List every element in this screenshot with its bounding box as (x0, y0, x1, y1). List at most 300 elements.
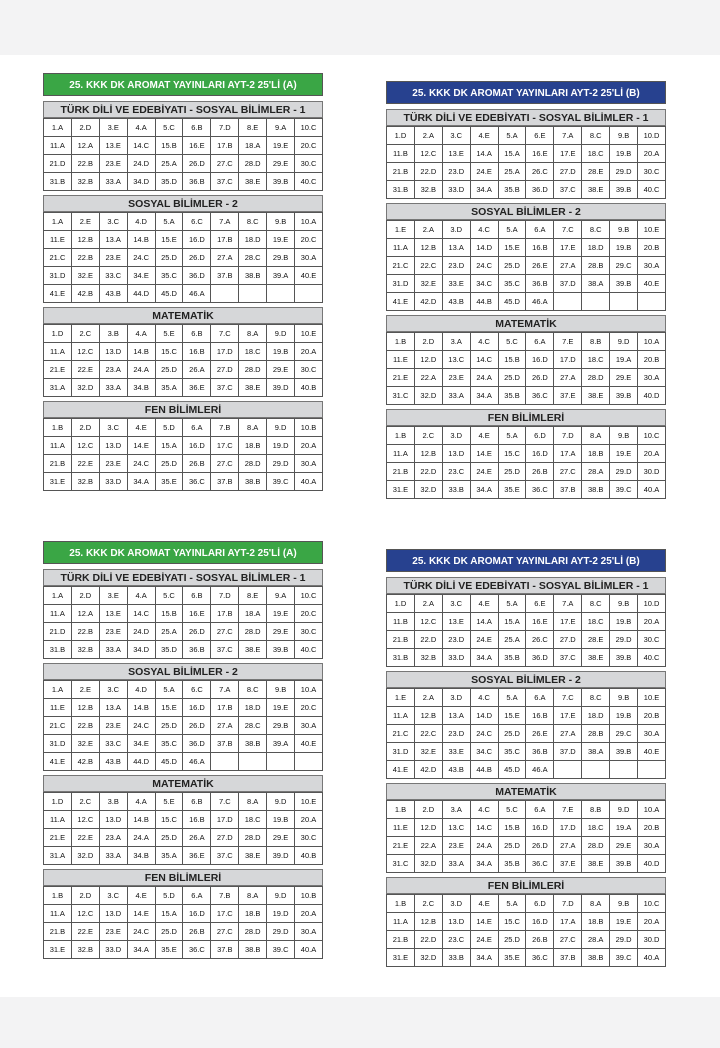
subject-title: TÜRK DİLİ VE EDEBİYATI - SOSYAL BİLİMLER - 1 (43, 569, 323, 586)
answer-cell: 16.E (183, 605, 211, 623)
answer-cell: 20.C (295, 137, 323, 155)
answer-cell: 39.B (610, 275, 638, 293)
subject-section (386, 783, 666, 873)
answer-cell: 26.B (183, 455, 211, 473)
answer-cell: 16.D (183, 699, 211, 717)
answer-cell: 28.D (239, 455, 267, 473)
answer-row (387, 689, 666, 707)
answer-cell: 33.E (442, 743, 470, 761)
answer-cell: 20.A (295, 905, 323, 923)
answer-cell: 20.C (295, 605, 323, 623)
answer-cell: 32.D (414, 481, 442, 499)
answer-cell (554, 761, 582, 779)
answer-cell: 36.D (183, 267, 211, 285)
answer-cell: 25.D (155, 249, 183, 267)
answer-row (44, 681, 323, 699)
answer-row (44, 847, 323, 865)
answer-cell: 2.C (71, 325, 99, 343)
answer-cell: 15.E (155, 231, 183, 249)
answer-cell: 21.E (44, 361, 72, 379)
answer-cell: 38.B (239, 735, 267, 753)
answer-cell: 1.E (387, 221, 415, 239)
answer-cell: 7.C (211, 325, 239, 343)
answer-cell: 38.A (582, 743, 610, 761)
answer-row (387, 463, 666, 481)
answer-cell: 8.A (239, 325, 267, 343)
answer-cell: 2.D (414, 333, 442, 351)
answer-cell: 16.B (526, 707, 554, 725)
answer-cell: 7.D (554, 895, 582, 913)
answer-cell: 12.B (414, 239, 442, 257)
answer-cell: 3.D (442, 427, 470, 445)
answer-cell: 20.A (638, 613, 666, 631)
answer-cell (295, 753, 323, 771)
answer-cell: 1.D (387, 127, 415, 145)
answer-cell: 41.E (44, 285, 72, 303)
answer-cell: 12.B (414, 445, 442, 463)
answer-cell: 15.B (155, 605, 183, 623)
answer-cell: 6.A (526, 689, 554, 707)
answer-cell: 14.E (470, 913, 498, 931)
answer-cell: 37.D (554, 743, 582, 761)
answer-cell: 18.C (582, 145, 610, 163)
answer-cell: 5.C (498, 333, 526, 351)
answer-cell: 15.B (498, 351, 526, 369)
answer-cell: 5.A (155, 213, 183, 231)
answer-cell: 15.B (498, 819, 526, 837)
answer-row (387, 481, 666, 499)
answer-row (387, 931, 666, 949)
answer-cell: 4.E (470, 595, 498, 613)
answer-cell: 26.D (526, 369, 554, 387)
answer-cell: 40.E (295, 267, 323, 285)
answer-cell: 10.C (638, 895, 666, 913)
answer-cell: 39.B (610, 743, 638, 761)
answer-cell (610, 761, 638, 779)
answer-cell: 36.C (183, 941, 211, 959)
answer-cell: 19.D (267, 905, 295, 923)
answer-cell: 14.A (470, 145, 498, 163)
subject-section (43, 307, 323, 397)
answer-cell: 13.A (442, 239, 470, 257)
answer-cell (554, 293, 582, 311)
answer-cell: 11.A (387, 707, 415, 725)
answer-cell: 4.E (127, 887, 155, 905)
answer-cell: 43.B (442, 293, 470, 311)
answer-row (387, 707, 666, 725)
subject-section (43, 101, 323, 191)
answer-cell: 35.A (155, 847, 183, 865)
answer-cell (295, 285, 323, 303)
answer-cell: 13.C (442, 351, 470, 369)
answer-cell: 1.B (44, 419, 72, 437)
answer-row (387, 595, 666, 613)
subject-title: MATEMATİK (43, 307, 323, 324)
answer-cell: 7.E (554, 801, 582, 819)
answer-row (44, 473, 323, 491)
answer-cell: 21.D (44, 155, 72, 173)
answer-cell: 25.D (155, 361, 183, 379)
answer-cell: 2.A (414, 221, 442, 239)
answer-cell: 28.D (239, 923, 267, 941)
answer-cell: 28.B (582, 257, 610, 275)
answer-cell: 17.D (211, 343, 239, 361)
answer-cell: 26.A (183, 829, 211, 847)
answer-cell: 15.E (498, 239, 526, 257)
answer-cell: 23.E (99, 249, 127, 267)
answer-cell: 7.C (211, 793, 239, 811)
answer-cell: 23.A (99, 361, 127, 379)
answer-cell: 27.A (211, 249, 239, 267)
answer-cell: 6.E (526, 595, 554, 613)
answer-cell: 21.C (387, 725, 415, 743)
answer-row (387, 163, 666, 181)
answer-cell: 21.B (387, 163, 415, 181)
answer-cell: 34.A (127, 941, 155, 959)
answer-cell: 17.B (211, 699, 239, 717)
answer-cell: 3.C (442, 127, 470, 145)
answer-cell: 32.B (414, 649, 442, 667)
answer-cell: 32.D (71, 847, 99, 865)
answer-cell: 36.B (183, 173, 211, 191)
answer-cell: 38.E (239, 173, 267, 191)
answer-cell: 28.A (582, 463, 610, 481)
answer-row (44, 213, 323, 231)
answer-cell: 32.B (71, 173, 99, 191)
answer-cell: 24.E (470, 463, 498, 481)
answer-cell: 35.D (155, 641, 183, 659)
answer-row (387, 351, 666, 369)
answer-cell: 40.A (295, 941, 323, 959)
answer-cell: 20.A (638, 913, 666, 931)
answer-cell: 16.B (183, 811, 211, 829)
answer-row (387, 181, 666, 199)
answer-cell: 28.C (239, 717, 267, 735)
answer-cell: 38.B (582, 481, 610, 499)
answer-cell: 5.A (498, 595, 526, 613)
answer-cell: 42.B (71, 753, 99, 771)
answer-cell: 3.C (99, 681, 127, 699)
answer-cell: 37.C (211, 847, 239, 865)
answer-cell: 8.C (582, 221, 610, 239)
answer-cell: 33.A (99, 379, 127, 397)
answer-cell: 31.B (44, 173, 72, 191)
answer-cell: 4.A (127, 793, 155, 811)
answer-cell: 20.B (638, 707, 666, 725)
subject-section (386, 877, 666, 967)
answer-key-title: 25. KKK DK AROMAT YAYINLARI AYT-2 25'Lİ (A) (43, 73, 323, 96)
answer-cell: 40.A (638, 481, 666, 499)
answer-cell: 29.E (267, 623, 295, 641)
answer-cell: 40.D (638, 855, 666, 873)
answer-cell: 39.C (610, 481, 638, 499)
answer-cell: 7.D (211, 587, 239, 605)
answer-cell: 39.B (610, 855, 638, 873)
answer-cell: 32.B (71, 941, 99, 959)
answer-cell: 39.B (267, 173, 295, 191)
answer-cell: 20.A (638, 445, 666, 463)
answer-cell: 30.A (638, 257, 666, 275)
answer-grid (386, 688, 666, 779)
answer-cell: 27.D (554, 631, 582, 649)
answer-grid (43, 118, 323, 191)
answer-row (44, 137, 323, 155)
answer-cell: 27.C (211, 623, 239, 641)
answer-cell: 34.A (470, 481, 498, 499)
answer-cell: 5.D (155, 887, 183, 905)
answer-cell: 41.E (44, 753, 72, 771)
answer-cell: 19.B (267, 811, 295, 829)
answer-cell: 16.D (526, 913, 554, 931)
answer-cell: 21.B (387, 463, 415, 481)
answer-cell: 3.D (442, 689, 470, 707)
answer-cell: 29.B (267, 717, 295, 735)
answer-cell: 19.E (267, 231, 295, 249)
answer-cell: 19.E (267, 137, 295, 155)
answer-row (44, 173, 323, 191)
answer-cell: 11.B (387, 145, 415, 163)
answer-cell: 26.A (183, 361, 211, 379)
answer-row (44, 361, 323, 379)
subject-section (43, 775, 323, 865)
answer-grid (43, 886, 323, 959)
answer-cell: 25.D (498, 725, 526, 743)
answer-row (387, 145, 666, 163)
answer-cell: 2.A (414, 127, 442, 145)
answer-cell: 11.A (44, 905, 72, 923)
subject-title: SOSYAL BİLİMLER - 2 (43, 663, 323, 680)
answer-cell: 13.D (442, 913, 470, 931)
answer-cell: 12.C (71, 437, 99, 455)
answer-cell: 10.D (638, 127, 666, 145)
answer-cell: 39.C (267, 473, 295, 491)
answer-row (44, 325, 323, 343)
answer-cell: 14.D (470, 239, 498, 257)
answer-cell: 34.B (127, 379, 155, 397)
answer-cell: 13.E (442, 145, 470, 163)
answer-cell: 27.A (554, 837, 582, 855)
answer-cell: 3.D (442, 221, 470, 239)
answer-cell: 22.D (414, 463, 442, 481)
answer-cell: 3.B (99, 325, 127, 343)
answer-cell: 19.E (267, 699, 295, 717)
answer-cell: 18.C (239, 811, 267, 829)
answer-row (44, 623, 323, 641)
answer-cell: 16.D (526, 445, 554, 463)
answer-cell: 39.A (267, 735, 295, 753)
answer-cell: 28.D (582, 369, 610, 387)
answer-cell: 21.E (387, 837, 415, 855)
answer-cell: 4.C (470, 221, 498, 239)
answer-cell: 36.D (526, 649, 554, 667)
answer-cell: 4.E (470, 427, 498, 445)
answer-cell: 18.A (239, 605, 267, 623)
answer-cell: 31.A (44, 847, 72, 865)
answer-row (44, 793, 323, 811)
subject-title: TÜRK DİLİ VE EDEBİYATI - SOSYAL BİLİMLER - 1 (43, 101, 323, 118)
answer-cell: 7.C (554, 221, 582, 239)
answer-cell: 39.D (267, 847, 295, 865)
answer-cell: 19.E (267, 605, 295, 623)
answer-cell: 40.E (295, 735, 323, 753)
answer-cell: 18.D (239, 231, 267, 249)
answer-row (44, 753, 323, 771)
answer-cell: 38.E (239, 641, 267, 659)
answer-cell: 39.C (610, 949, 638, 967)
answer-cell: 32.E (71, 735, 99, 753)
answer-cell: 16.E (526, 145, 554, 163)
answer-grid (386, 594, 666, 667)
subject-title: MATEMATİK (386, 783, 666, 800)
answer-cell: 13.D (99, 811, 127, 829)
answer-cell: 33.C (99, 267, 127, 285)
answer-cell: 31.E (44, 941, 72, 959)
answer-cell: 23.E (99, 923, 127, 941)
answer-cell: 1.B (44, 887, 72, 905)
answer-cell: 9.D (267, 419, 295, 437)
answer-row (44, 735, 323, 753)
subject-section (43, 663, 323, 771)
answer-cell: 41.E (387, 293, 415, 311)
answer-cell: 46.A (526, 293, 554, 311)
answer-cell: 24.C (127, 455, 155, 473)
answer-cell: 25.D (155, 717, 183, 735)
answer-cell: 33.B (442, 949, 470, 967)
answer-grid (386, 800, 666, 873)
answer-grid (43, 792, 323, 865)
answer-cell: 24.A (127, 829, 155, 847)
answer-cell: 26.D (183, 155, 211, 173)
answer-cell: 8.C (582, 127, 610, 145)
answer-cell: 22.C (414, 257, 442, 275)
answer-cell: 22.A (414, 369, 442, 387)
answer-cell: 29.D (610, 931, 638, 949)
answer-cell: 21.C (44, 249, 72, 267)
answer-cell: 39.A (267, 267, 295, 285)
answer-cell: 20.A (295, 811, 323, 829)
answer-cell: 28.A (582, 931, 610, 949)
answer-row (387, 427, 666, 445)
answer-cell: 35.C (498, 275, 526, 293)
answer-cell: 11.E (44, 699, 72, 717)
answer-cell: 28.D (239, 623, 267, 641)
answer-cell: 18.B (582, 445, 610, 463)
answer-cell: 17.B (211, 137, 239, 155)
answer-cell: 33.D (99, 941, 127, 959)
answer-cell: 26.C (526, 631, 554, 649)
answer-cell: 2.D (414, 801, 442, 819)
answer-cell: 11.A (44, 811, 72, 829)
answer-cell: 22.D (414, 163, 442, 181)
answer-cell: 38.B (239, 473, 267, 491)
answer-cell: 5.A (498, 221, 526, 239)
answer-cell: 3.C (99, 213, 127, 231)
subject-title: TÜRK DİLİ VE EDEBİYATI - SOSYAL BİLİMLER - 1 (386, 109, 666, 126)
answer-cell: 25.D (498, 931, 526, 949)
answer-cell: 1.E (387, 689, 415, 707)
answer-cell: 7.D (211, 119, 239, 137)
answer-cell: 17.C (211, 437, 239, 455)
answer-cell: 17.E (554, 239, 582, 257)
answer-cell: 11.E (44, 231, 72, 249)
answer-cell: 34.A (470, 387, 498, 405)
answer-cell: 37.C (554, 649, 582, 667)
answer-cell: 37.C (554, 181, 582, 199)
answer-cell: 43.B (99, 753, 127, 771)
answer-cell: 18.C (582, 819, 610, 837)
answer-cell: 10.E (295, 325, 323, 343)
answer-cell: 29.B (267, 249, 295, 267)
answer-cell: 44.B (470, 293, 498, 311)
answer-cell: 21.C (44, 717, 72, 735)
answer-cell: 19.B (610, 145, 638, 163)
answer-cell: 38.E (239, 847, 267, 865)
answer-cell: 13.D (99, 905, 127, 923)
answer-cell: 24.A (470, 837, 498, 855)
answer-cell: 21.C (387, 257, 415, 275)
answer-cell: 9.D (610, 801, 638, 819)
answer-cell: 8.B (582, 801, 610, 819)
answer-cell: 39.D (267, 379, 295, 397)
answer-cell: 35.A (155, 379, 183, 397)
answer-cell: 34.E (127, 267, 155, 285)
answer-cell: 35.B (498, 181, 526, 199)
answer-cell: 14.B (127, 343, 155, 361)
answer-cell: 13.A (99, 699, 127, 717)
answer-cell: 29.C (610, 725, 638, 743)
answer-cell: 38.E (239, 379, 267, 397)
answer-cell: 15.C (155, 343, 183, 361)
answer-cell: 2.A (414, 689, 442, 707)
answer-cell: 35.C (155, 735, 183, 753)
answer-cell: 14.B (127, 699, 155, 717)
answer-cell: 26.B (526, 931, 554, 949)
answer-cell: 45.D (155, 285, 183, 303)
answer-cell: 7.A (554, 127, 582, 145)
answer-cell: 16.B (183, 343, 211, 361)
answer-cell: 1.A (44, 213, 72, 231)
answer-cell: 3.E (99, 587, 127, 605)
answer-cell: 1.B (387, 333, 415, 351)
answer-key-title: 25. KKK DK AROMAT YAYINLARI AYT-2 25'Lİ (B) (386, 549, 666, 572)
answer-cell: 30.A (295, 923, 323, 941)
answer-cell: 16.D (183, 905, 211, 923)
answer-cell: 11.A (44, 343, 72, 361)
answer-cell: 31.A (44, 379, 72, 397)
answer-cell: 3.E (99, 119, 127, 137)
answer-cell: 27.D (554, 163, 582, 181)
answer-cell: 22.D (414, 931, 442, 949)
answer-cell: 36.C (183, 473, 211, 491)
answer-cell (211, 285, 239, 303)
answer-cell: 31.E (387, 949, 415, 967)
answer-cell: 4.D (127, 213, 155, 231)
answer-cell: 7.A (211, 681, 239, 699)
answer-cell: 2.D (71, 419, 99, 437)
answer-cell: 23.D (442, 725, 470, 743)
answer-row (387, 631, 666, 649)
answer-cell: 36.C (526, 949, 554, 967)
answer-cell: 17.B (211, 605, 239, 623)
answer-cell: 12.A (71, 137, 99, 155)
answer-cell: 32.E (414, 743, 442, 761)
answer-cell (638, 293, 666, 311)
answer-cell: 40.A (295, 473, 323, 491)
answer-cell: 22.D (414, 631, 442, 649)
answer-cell: 30.C (638, 163, 666, 181)
answer-cell: 44.B (470, 761, 498, 779)
answer-cell: 2.E (71, 681, 99, 699)
